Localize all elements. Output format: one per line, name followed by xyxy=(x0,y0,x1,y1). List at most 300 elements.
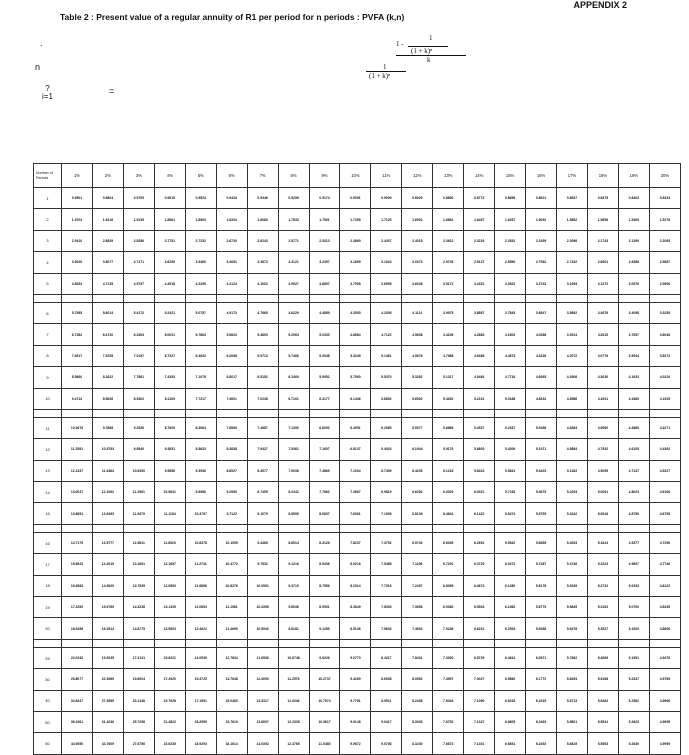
value-cell: 7.5488 xyxy=(371,554,402,575)
period-cell: 1 xyxy=(34,188,62,209)
value-cell: 6.9740 xyxy=(402,532,433,553)
value-cell: 9.3719 xyxy=(278,575,309,596)
value-cell: 9.4269 xyxy=(340,669,371,690)
table-row xyxy=(34,188,681,209)
value-cell: 10.8378 xyxy=(185,532,216,553)
value-cell: 6.7282 xyxy=(62,324,93,345)
value-cell: 6.1944 xyxy=(402,439,433,460)
value-cell: 5.5831 xyxy=(495,460,526,481)
value-cell: 2.2096 xyxy=(557,230,588,251)
value-cell: 16.3514 xyxy=(92,618,123,639)
value-cell: 2.5771 xyxy=(278,230,309,251)
value-cell: 4.6755 xyxy=(649,503,680,524)
value-cell: 9.8986 xyxy=(185,482,216,503)
separator-cell xyxy=(340,524,371,532)
value-cell: 9.9856 xyxy=(154,460,185,481)
value-cell: 5.1009 xyxy=(618,618,649,639)
appendix-label: APPENDIX 2 xyxy=(573,0,627,10)
rate-header: 11% xyxy=(371,164,402,188)
equals-mark: = xyxy=(109,86,115,96)
value-cell: 4.9464 xyxy=(464,367,495,388)
value-cell: 4.8435 xyxy=(649,597,680,618)
value-cell: 5.2347 xyxy=(618,669,649,690)
period-cell: 2 xyxy=(34,209,62,230)
value-cell: 3.3872 xyxy=(247,252,278,273)
value-cell: 18.0456 xyxy=(62,618,93,639)
value-cell: 6.0021 xyxy=(464,482,495,503)
value-cell: 2.3216 xyxy=(464,230,495,251)
value-cell: 8.5436 xyxy=(309,554,340,575)
value-cell: 11.1581 xyxy=(216,597,247,618)
value-cell: 4.0310 xyxy=(649,367,680,388)
value-cell: 6.4624 xyxy=(433,503,464,524)
value-cell: 9.8181 xyxy=(278,618,309,639)
value-cell: 5.0330 xyxy=(309,324,340,345)
value-cell: 5.4675 xyxy=(526,482,557,503)
value-cell: 3.3522 xyxy=(495,273,526,294)
value-cell: 2.4869 xyxy=(340,230,371,251)
value-cell: 6.3729 xyxy=(464,554,495,575)
value-cell: 5.1624 xyxy=(587,532,618,553)
value-cell: 5.2582 xyxy=(618,690,649,711)
table-row xyxy=(34,417,681,438)
separator-cell xyxy=(278,524,309,532)
value-cell: 4.9884 xyxy=(557,439,588,460)
value-cell: 5.9377 xyxy=(402,417,433,438)
value-cell: 6.1218 xyxy=(433,460,464,481)
value-cell: 6.6418 xyxy=(495,690,526,711)
value-cell: 6.7327 xyxy=(154,345,185,366)
value-cell: 13.5777 xyxy=(92,532,123,553)
value-cell: 7.5361 xyxy=(278,439,309,460)
value-cell: 5.4527 xyxy=(464,417,495,438)
value-cell: 5.3423 xyxy=(526,460,557,481)
value-cell: 9.0736 xyxy=(371,733,402,754)
value-cell: 3.2743 xyxy=(526,273,557,294)
value-cell: 7.6344 xyxy=(433,690,464,711)
value-cell: 19.6004 xyxy=(123,669,154,690)
value-cell: 5.5845 xyxy=(557,597,588,618)
separator-cell xyxy=(557,409,588,417)
value-cell: 5.7955 xyxy=(62,302,93,323)
formula-one-minus: 1 - xyxy=(396,40,404,48)
value-cell: 1.8861 xyxy=(154,209,185,230)
value-cell: 4.4518 xyxy=(154,273,185,294)
value-cell: 4.0386 xyxy=(526,324,557,345)
period-cell: 60 xyxy=(34,733,62,754)
separator-cell xyxy=(433,409,464,417)
value-cell: 13.5903 xyxy=(154,618,185,639)
separator-cell xyxy=(185,294,216,302)
value-cell: 6.9380 xyxy=(433,597,464,618)
rate-header: 15% xyxy=(495,164,526,188)
value-cell: 1.6257 xyxy=(495,209,526,230)
table-row xyxy=(34,324,681,345)
period-cell: 50 xyxy=(34,711,62,732)
value-cell: 3.4331 xyxy=(464,273,495,294)
value-cell: 5.7487 xyxy=(526,554,557,575)
value-cell: 12.8493 xyxy=(92,503,123,524)
value-cell: 4.9789 xyxy=(649,669,680,690)
value-cell: 3.1699 xyxy=(340,252,371,273)
value-cell: 3.4651 xyxy=(216,252,247,273)
value-cell: 0.9346 xyxy=(247,188,278,209)
value-cell: 2.1743 xyxy=(587,230,618,251)
value-cell: 6.2492 xyxy=(526,733,557,754)
separator-cell xyxy=(649,409,680,417)
value-cell: 4.7122 xyxy=(371,324,402,345)
value-cell: 13.7535 xyxy=(123,575,154,596)
value-cell: 4.7135 xyxy=(92,273,123,294)
value-cell: 3.6299 xyxy=(154,252,185,273)
separator-cell xyxy=(216,409,247,417)
value-cell: 1.8334 xyxy=(216,209,247,230)
value-cell: 5.8294 xyxy=(557,669,588,690)
period-cell: 17 xyxy=(34,554,62,575)
value-cell: 7.9633 xyxy=(371,618,402,639)
value-cell: 8.0216 xyxy=(340,554,371,575)
value-cell: 5.5553 xyxy=(587,733,618,754)
value-cell: 6.4720 xyxy=(92,324,123,345)
value-cell: 5.7662 xyxy=(557,647,588,668)
value-cell: 14.7179 xyxy=(62,532,93,553)
separator-cell xyxy=(92,294,123,302)
separator-cell xyxy=(433,524,464,532)
period-cell: 10 xyxy=(34,388,62,409)
value-cell: 1.9416 xyxy=(92,209,123,230)
value-cell: 4.9377 xyxy=(618,532,649,553)
value-cell: 4.1604 xyxy=(495,324,526,345)
value-cell: 14.0392 xyxy=(247,733,278,754)
value-cell: 8.0607 xyxy=(309,503,340,524)
value-cell: 9.7868 xyxy=(92,417,123,438)
value-cell: 6.3025 xyxy=(433,482,464,503)
separator-cell xyxy=(402,294,433,302)
rate-header: 12% xyxy=(402,164,433,188)
value-cell: 22.0232 xyxy=(62,647,93,668)
value-cell: 3.8887 xyxy=(464,302,495,323)
value-cell: 5.6014 xyxy=(92,302,123,323)
value-cell: 5.8424 xyxy=(464,460,495,481)
value-cell: 7.8869 xyxy=(216,417,247,438)
separator-cell xyxy=(649,524,680,532)
group-separator xyxy=(34,409,681,417)
value-cell: 5.1183 xyxy=(557,460,588,481)
value-cell: 7.3255 xyxy=(92,345,123,366)
value-cell: 5.2630 xyxy=(618,733,649,754)
separator-cell xyxy=(216,524,247,532)
value-cell: 9.4466 xyxy=(247,532,278,553)
value-cell: 12.4622 xyxy=(185,618,216,639)
value-cell: 6.8109 xyxy=(402,503,433,524)
value-cell: 2.6386 xyxy=(618,252,649,273)
value-cell: 5.8892 xyxy=(371,388,402,409)
separator-cell xyxy=(526,294,557,302)
period-cell: 5 xyxy=(34,273,62,294)
value-cell: 1.6467 xyxy=(464,209,495,230)
rate-header: 5% xyxy=(185,164,216,188)
value-cell: 5.2732 xyxy=(587,575,618,596)
value-cell: 8.8514 xyxy=(278,532,309,553)
value-cell: 7.1401 xyxy=(464,733,495,754)
value-cell: 0.8696 xyxy=(495,188,526,209)
separator-cell xyxy=(62,409,93,417)
table-row xyxy=(34,388,681,409)
value-cell: 6.0021 xyxy=(154,324,185,345)
value-cell: 2.6730 xyxy=(216,230,247,251)
value-cell: 6.1772 xyxy=(526,669,557,690)
value-cell: 5.1971 xyxy=(526,439,557,460)
value-cell: 5.4206 xyxy=(495,439,526,460)
value-cell: 9.3936 xyxy=(185,460,216,481)
formula-mid-numerator: 1 xyxy=(383,63,387,71)
value-cell: 9.6036 xyxy=(278,597,309,618)
value-cell: 3.0373 xyxy=(402,252,433,273)
value-cell: 5.2064 xyxy=(278,324,309,345)
value-cell: 6.7291 xyxy=(433,554,464,575)
value-cell: 13.3317 xyxy=(247,690,278,711)
value-cell: 4.7665 xyxy=(247,302,278,323)
value-cell: 5.6603 xyxy=(464,439,495,460)
separator-cell xyxy=(618,409,649,417)
value-cell: 0.9009 xyxy=(371,188,402,209)
value-cell: 8.3240 xyxy=(402,733,433,754)
value-cell: 4.2072 xyxy=(557,345,588,366)
value-cell: 7.6752 xyxy=(433,711,464,732)
value-cell: 5.5168 xyxy=(587,669,618,690)
value-cell: 0.9091 xyxy=(340,188,371,209)
value-cell: 5.0081 xyxy=(587,482,618,503)
value-cell: 8.3126 xyxy=(309,532,340,553)
value-cell: 7.8237 xyxy=(340,532,371,553)
value-cell: 5.3349 xyxy=(340,345,371,366)
period-cell: 9 xyxy=(34,367,62,388)
rate-header: 18% xyxy=(587,164,618,188)
value-cell: 7.7016 xyxy=(371,575,402,596)
value-cell: 6.5504 xyxy=(464,597,495,618)
value-cell: 5.7590 xyxy=(340,367,371,388)
value-cell: 8.1622 xyxy=(92,367,123,388)
value-cell: 2.7432 xyxy=(557,252,588,273)
value-cell: 4.9095 xyxy=(587,460,618,481)
value-cell: 22.6235 xyxy=(154,733,185,754)
value-cell: 4.5638 xyxy=(402,324,433,345)
value-cell: 13.8651 xyxy=(62,503,93,524)
value-cell: 2.8839 xyxy=(92,230,123,251)
value-cell: 3.8115 xyxy=(587,324,618,345)
value-cell: 16.1614 xyxy=(216,733,247,754)
value-cell: 22.3965 xyxy=(92,669,123,690)
value-cell: 7.1607 xyxy=(309,439,340,460)
value-cell: 8.7605 xyxy=(154,417,185,438)
value-cell: 3.2397 xyxy=(309,252,340,273)
value-cell: 4.2305 xyxy=(371,302,402,323)
separator-cell xyxy=(526,409,557,417)
value-cell: 2.4018 xyxy=(402,230,433,251)
value-cell: 4.8696 xyxy=(649,618,680,639)
period-cell: 6 xyxy=(34,302,62,323)
separator-cell xyxy=(557,524,588,532)
value-cell: 5.3242 xyxy=(557,503,588,524)
table-row xyxy=(34,532,681,553)
value-cell: 1.8080 xyxy=(247,209,278,230)
period-cell: 7 xyxy=(34,324,62,345)
group-separator xyxy=(34,524,681,532)
separator-cell xyxy=(618,524,649,532)
group-separator xyxy=(34,639,681,647)
value-cell: 5.5348 xyxy=(309,345,340,366)
value-cell: 12.1657 xyxy=(154,554,185,575)
value-cell: 9.2950 xyxy=(216,482,247,503)
rate-header: 16% xyxy=(526,164,557,188)
rate-header: 20% xyxy=(649,164,680,188)
separator-cell xyxy=(62,294,93,302)
separator-cell xyxy=(216,639,247,647)
separator-cell xyxy=(247,294,278,302)
value-cell: 3.1993 xyxy=(557,273,588,294)
value-cell: 5.2293 xyxy=(557,482,588,503)
value-cell: 10.3676 xyxy=(62,417,93,438)
value-cell: 21.4822 xyxy=(154,711,185,732)
value-cell: 6.7499 xyxy=(371,460,402,481)
value-cell: 6.4177 xyxy=(309,388,340,409)
value-cell: 12.5611 xyxy=(123,532,154,553)
period-cell: 3 xyxy=(34,230,62,251)
value-cell: 3.7057 xyxy=(618,324,649,345)
period-cell: 20 xyxy=(34,618,62,639)
table-row xyxy=(34,345,681,366)
value-cell: 7.1034 xyxy=(340,460,371,481)
separator-cell xyxy=(433,639,464,647)
value-cell: 9.2526 xyxy=(123,417,154,438)
value-cell: 2.1065 xyxy=(649,230,680,251)
value-cell: 6.8399 xyxy=(433,575,464,596)
value-cell: 8.9511 xyxy=(371,690,402,711)
value-cell: 10.3356 xyxy=(247,597,278,618)
value-cell: 5.8775 xyxy=(526,597,557,618)
value-cell: 3.6847 xyxy=(526,302,557,323)
value-cell: 9.0770 xyxy=(340,647,371,668)
value-cell: 8.3838 xyxy=(216,439,247,460)
value-cell: 6.2651 xyxy=(464,532,495,553)
value-cell: 7.1196 xyxy=(402,554,433,575)
value-cell: 4.9966 xyxy=(649,690,680,711)
value-cell: 10.4773 xyxy=(216,554,247,575)
separator-cell xyxy=(464,639,495,647)
table-row xyxy=(34,669,681,690)
value-cell: 0.9434 xyxy=(216,188,247,209)
value-cell: 6.0971 xyxy=(526,647,557,668)
table-row xyxy=(34,460,681,481)
formula-mid-denominator: (1 + k)ⁿ xyxy=(369,72,391,80)
value-cell: 9.9672 xyxy=(340,733,371,754)
formula-main-fraction-bar xyxy=(396,55,466,56)
value-cell: 2.7232 xyxy=(185,230,216,251)
value-cell: 5.1317 xyxy=(433,367,464,388)
value-cell: 2.3612 xyxy=(433,230,464,251)
value-cell: 4.7147 xyxy=(618,460,649,481)
value-cell: 11.1184 xyxy=(154,503,185,524)
value-cell: 8.2438 xyxy=(402,690,433,711)
value-cell: 4.9999 xyxy=(649,733,680,754)
value-cell: 4.6065 xyxy=(526,367,557,388)
value-cell: 7.8431 xyxy=(402,647,433,668)
value-cell: 6.8052 xyxy=(309,417,340,438)
separator-cell xyxy=(526,639,557,647)
value-cell: 8.5302 xyxy=(123,388,154,409)
value-cell: 5.8713 xyxy=(557,690,588,711)
value-cell: 9.1079 xyxy=(247,503,278,524)
value-cell: 3.6046 xyxy=(649,324,680,345)
value-cell: 10.5753 xyxy=(92,439,123,460)
n-mark: n xyxy=(35,62,41,72)
table-row xyxy=(34,439,681,460)
value-cell: 19.7928 xyxy=(154,690,185,711)
value-cell: 7.7217 xyxy=(185,388,216,409)
value-cell: 4.4226 xyxy=(433,324,464,345)
value-cell: 7.1909 xyxy=(371,503,402,524)
summation-mark xyxy=(42,85,53,101)
value-cell: 0.8333 xyxy=(649,188,680,209)
value-cell: 4.0776 xyxy=(587,345,618,366)
value-cell: 8.6938 xyxy=(371,669,402,690)
rate-header: 3% xyxy=(123,164,154,188)
value-cell: 5.4262 xyxy=(433,388,464,409)
separator-cell xyxy=(123,294,154,302)
value-cell: 7.8393 xyxy=(371,597,402,618)
separator-cell xyxy=(495,409,526,417)
value-cell: 4.5797 xyxy=(123,273,154,294)
value-cell: 7.6517 xyxy=(62,345,93,366)
value-cell: 9.1285 xyxy=(309,618,340,639)
separator-cell xyxy=(309,524,340,532)
value-cell: 9.7632 xyxy=(247,554,278,575)
value-cell: 6.2303 xyxy=(123,324,154,345)
rate-header: 4% xyxy=(154,164,185,188)
value-cell: 11.6536 xyxy=(247,647,278,668)
value-cell: 3.4976 xyxy=(587,302,618,323)
separator-cell xyxy=(371,409,402,417)
table-title: Table 2 : Present value of a regular annuity of R1 per period for n periods : PVFA (k,n) xyxy=(60,12,405,22)
value-cell: 6.6039 xyxy=(433,532,464,553)
value-cell: 6.4641 xyxy=(495,647,526,668)
value-cell: 8.5136 xyxy=(340,618,371,639)
value-cell: 2.9906 xyxy=(649,273,680,294)
separator-cell xyxy=(34,524,62,532)
separator-cell xyxy=(464,294,495,302)
table-row xyxy=(34,503,681,524)
value-cell: 39.1961 xyxy=(62,711,93,732)
value-cell: 8.3045 xyxy=(402,711,433,732)
value-cell: 7.9427 xyxy=(247,439,278,460)
value-cell: 13.1661 xyxy=(123,554,154,575)
separator-cell xyxy=(154,639,185,647)
value-cell: 5.3282 xyxy=(402,367,433,388)
value-cell: 6.2463 xyxy=(526,711,557,732)
value-cell: 0.9524 xyxy=(185,188,216,209)
value-cell: 5.9952 xyxy=(309,367,340,388)
separator-cell xyxy=(402,524,433,532)
value-cell: 3.1024 xyxy=(371,252,402,273)
separator-cell xyxy=(123,639,154,647)
value-cell: 1.7125 xyxy=(371,209,402,230)
separator-cell xyxy=(495,524,526,532)
rate-header: 10% xyxy=(340,164,371,188)
table-row xyxy=(34,647,681,668)
value-cell: 4.5327 xyxy=(649,460,680,481)
value-cell: 12.1337 xyxy=(62,460,93,481)
value-cell: 2.4437 xyxy=(371,230,402,251)
